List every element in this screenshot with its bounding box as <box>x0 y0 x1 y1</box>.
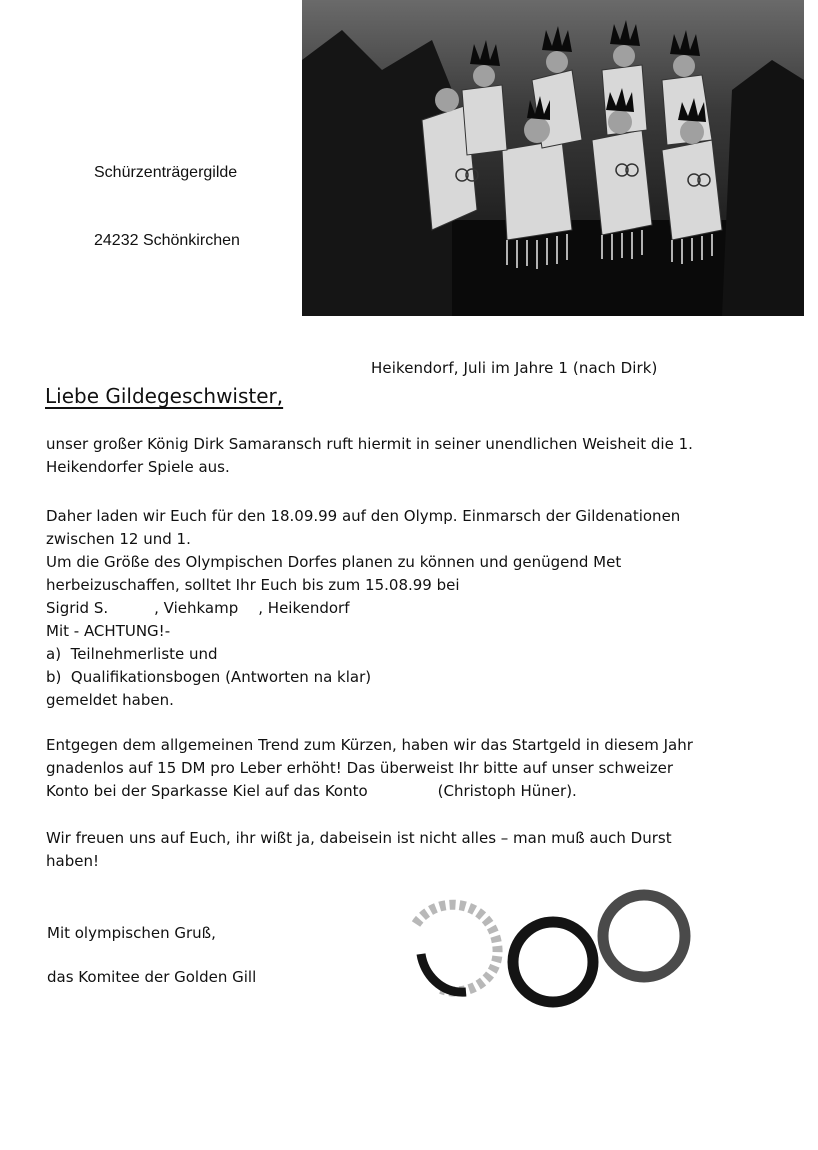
sender-name: Schürzenträgergilde <box>94 164 238 181</box>
paragraph-line: gnadenlos auf 15 DM pro Leber erhöht! Das überweist Ihr bitte auf unser schweizer <box>46 759 673 777</box>
group-photo <box>302 0 804 316</box>
group-photo-icon <box>302 0 804 316</box>
closing-greeting: Mit olympischen Gruß, <box>47 924 216 942</box>
paragraph-closing <box>46 827 766 873</box>
paragraph-line: Wir freuen uns auf Euch, ihr wißt ja, dabeisein ist nicht alles – man muß auch Durst <box>46 829 672 847</box>
paragraph-line: herbeizuschaffen, solltet Ihr Euch bis zum 15.08.99 bei <box>46 576 460 594</box>
paragraph-line: haben! <box>46 852 99 870</box>
account-holder: (Christoph Hüner). <box>437 782 577 800</box>
address-town: , Heikendorf <box>258 599 350 617</box>
address-line <box>46 597 766 620</box>
paragraph-line: Heikendorfer Spiele aus. <box>46 458 230 476</box>
paragraph-announcement <box>46 433 766 479</box>
paragraph-line: zwischen 12 und 1. <box>46 530 191 548</box>
paragraph-line: Daher laden wir Euch für den 18.09.99 auf den Olymp. Einmarsch der Gildenationen <box>46 507 681 525</box>
list-item: b) Qualifikationsbogen (Antworten na klar) <box>46 668 372 686</box>
paragraph-invitation <box>46 505 766 712</box>
paragraph-line <box>46 780 766 803</box>
paragraph-fee <box>46 734 766 803</box>
dateline: Heikendorf, Juli im Jahre 1 (nach Dirk) <box>371 359 658 377</box>
address-name: Sigrid S. <box>46 599 109 617</box>
list-item: a) Teilnehmerliste und <box>46 645 218 663</box>
paragraph-line: unser großer König Dirk Samaransch ruft hiermit in seiner unendlichen Weisheit die 1. <box>46 435 693 453</box>
paragraph-line: Entgegen dem allgemeinen Trend zum Kürzen, haben wir das Startgeld in diesem Jahr <box>46 736 693 754</box>
paragraph-line: gemeldet haben. <box>46 691 174 709</box>
address-street: , Viehkamp <box>154 599 239 617</box>
closing-signature: das Komitee der Golden Gill <box>47 968 257 986</box>
paragraph-line: Mit - ACHTUNG!- <box>46 622 171 640</box>
olympic-rings-icon <box>396 884 706 1014</box>
account-text: Konto bei der Sparkasse Kiel auf das Konto <box>46 782 368 800</box>
sender-city: 24232 Schönkirchen <box>94 232 240 249</box>
salutation: Liebe Gildegeschwister, <box>45 384 284 408</box>
paragraph-line: Um die Größe des Olympischen Dorfes planen zu können und genügend Met <box>46 553 622 571</box>
